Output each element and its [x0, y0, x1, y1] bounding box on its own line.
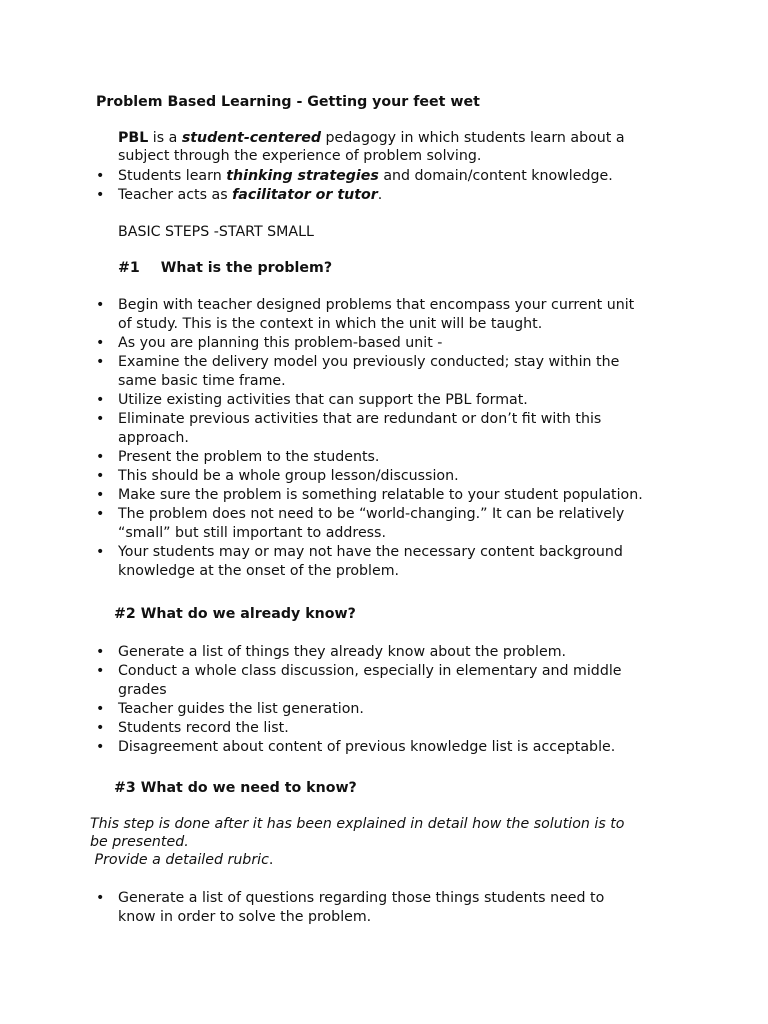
- list-item-line: Eliminate previous activities that are redundant or don’t fit with this: [118, 411, 602, 427]
- list-item-line: As you are planning this problem-based unit -: [118, 335, 443, 351]
- bullet-icon: •: [96, 739, 105, 755]
- list-item: [96, 391, 696, 410]
- list-item: [96, 543, 696, 581]
- bullet-icon: •: [96, 506, 105, 522]
- list-item: [96, 334, 696, 353]
- list-item-line: Generate a list of things they already know about the problem.: [118, 644, 567, 660]
- bullet-icon: •: [96, 297, 105, 313]
- step3-bullet-list: [96, 889, 696, 927]
- list-item: [96, 889, 696, 927]
- list-item-text: .: [377, 187, 383, 203]
- student-centered-term: student-centered: [181, 130, 322, 146]
- list-item-line: of study. This is the context in which the unit will be taught.: [118, 316, 543, 332]
- list-item: [96, 700, 696, 719]
- intro-bullet-list: [96, 167, 696, 205]
- list-item: [96, 486, 696, 505]
- intro-is-a: is a: [148, 130, 182, 146]
- list-item-line: Disagreement about content of previous knowledge list is acceptable.: [118, 739, 616, 755]
- list-item-line: Generate a list of questions regarding those things students need to: [118, 890, 605, 906]
- list-item: [96, 662, 696, 700]
- list-item: [96, 353, 696, 391]
- bullet-icon: •: [96, 335, 105, 351]
- step1-title: What is the problem?: [160, 260, 333, 276]
- list-item: [96, 296, 696, 334]
- facilitator-term: facilitator or tutor: [232, 187, 378, 203]
- list-item-line: Your students may or may not have the necessary content background: [118, 544, 623, 560]
- document-title: Problem Based Learning - Getting your feet wet: [96, 94, 480, 110]
- pbl-abbr: PBL: [118, 130, 149, 146]
- bullet-icon: •: [96, 392, 105, 408]
- bullet-icon: •: [96, 187, 105, 203]
- list-item-line: know in order to solve the problem.: [118, 909, 372, 925]
- bullet-icon: •: [96, 890, 105, 906]
- bullet-icon: •: [96, 487, 105, 503]
- list-item-line: same basic time frame.: [118, 373, 286, 389]
- step3-note-line-3: [90, 851, 273, 870]
- list-item-line: knowledge at the onset of the problem.: [118, 563, 400, 579]
- list-item-line: Conduct a whole class discussion, especially in elementary and middle: [118, 663, 622, 679]
- list-item-line: Utilize existing activities that can support the PBL format.: [118, 392, 528, 408]
- bullet-icon: •: [96, 168, 105, 184]
- list-item: [96, 738, 696, 757]
- list-item-line: The problem does not need to be “world-changing.” It can be relatively: [118, 506, 625, 522]
- list-item-line: Teacher guides the list generation.: [118, 701, 364, 717]
- bullet-icon: •: [96, 663, 105, 679]
- bullet-icon: •: [96, 701, 105, 717]
- rubric-note: Provide a detailed rubric: [90, 852, 269, 868]
- list-item: [96, 186, 696, 205]
- list-item-line: Students record the list.: [118, 720, 289, 736]
- list-item-line: Make sure the problem is something relatable to your student population.: [118, 487, 643, 503]
- list-item-line: Present the problem to the students.: [118, 449, 380, 465]
- bullet-icon: •: [96, 411, 105, 427]
- list-item-line: “small” but still important to address.: [118, 525, 386, 541]
- list-item-line: Begin with teacher designed problems that encompass your current unit: [118, 297, 635, 313]
- list-item-text: Teacher acts as: [118, 187, 233, 203]
- step3-heading: #3 What do we need to know?: [114, 780, 357, 796]
- list-item: [96, 643, 696, 662]
- step1-number: #1: [118, 260, 140, 276]
- bullet-icon: •: [96, 544, 105, 560]
- list-item-line: approach.: [118, 430, 189, 446]
- bullet-icon: •: [96, 644, 105, 660]
- intro-rest: pedagogy in which students learn about a: [321, 130, 625, 146]
- list-item: [96, 448, 696, 467]
- step1-heading: [118, 259, 332, 278]
- thinking-strategies-term: thinking strategies: [226, 168, 379, 184]
- list-item-line: grades: [118, 682, 167, 698]
- intro-line-2: subject through the experience of problem solving.: [118, 148, 482, 164]
- bullet-icon: •: [96, 354, 105, 370]
- step2-bullet-list: [96, 643, 696, 757]
- list-item-text: and domain/content knowledge.: [378, 168, 613, 184]
- bullet-icon: •: [96, 449, 105, 465]
- bullet-icon: •: [96, 468, 105, 484]
- step1-bullet-list: [96, 296, 696, 581]
- list-item: [96, 505, 696, 543]
- list-item: [96, 167, 696, 186]
- list-item-line: Examine the delivery model you previously conducted; stay within the: [118, 354, 620, 370]
- step2-heading: #2 What do we already know?: [114, 606, 356, 622]
- list-item: [96, 410, 696, 448]
- list-item-line: This should be a whole group lesson/discussion.: [118, 468, 459, 484]
- bullet-icon: •: [96, 720, 105, 736]
- step3-note-line-2: be presented.: [90, 834, 189, 850]
- list-item: [96, 467, 696, 486]
- basic-steps-heading: BASIC STEPS -START SMALL: [118, 224, 314, 240]
- rubric-note-period: .: [268, 852, 274, 868]
- list-item-text: Students learn: [118, 168, 227, 184]
- list-item: [96, 719, 696, 738]
- step3-note-line-1: This step is done after it has been explained in detail how the solution is to: [90, 816, 625, 832]
- intro-line-1: [118, 129, 625, 148]
